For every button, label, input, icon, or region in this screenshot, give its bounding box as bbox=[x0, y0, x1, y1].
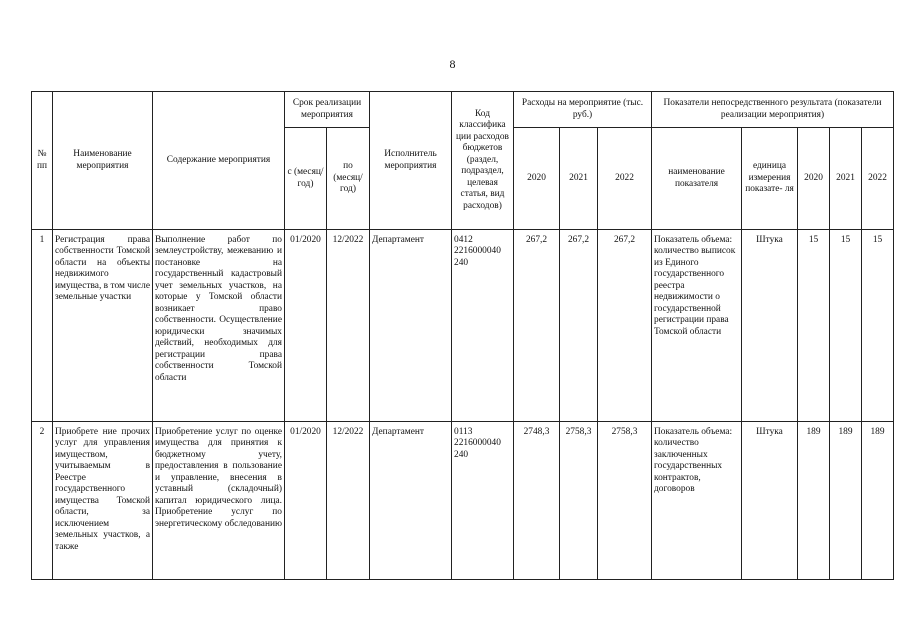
row-to: 12/2022 bbox=[327, 422, 370, 580]
row-indicator: Показатель объема: количество выписок из Единого государственного реестра недвижимости о государственной регистрации права Томской области bbox=[652, 230, 742, 422]
header-num: № пп bbox=[32, 92, 53, 230]
header-indicator-name: наименование показателя bbox=[652, 128, 742, 230]
row-code: 0113 2216000040 240 bbox=[452, 422, 514, 580]
row-exp: 267,2 bbox=[514, 230, 560, 422]
row-num: 1 bbox=[32, 230, 53, 422]
header-val-year: 2021 bbox=[830, 128, 862, 230]
row-to: 12/2022 bbox=[327, 230, 370, 422]
row-content: Выполнение работ по землеустройству, межеванию и постановке на государственный кадастровый учет земельных участков, на которые у Томской области возникает право собственности. Осуществление юридически значимых действий, необходимых для регистрации права собственности Томской области bbox=[153, 230, 285, 422]
header-content: Содержание мероприятия bbox=[153, 92, 285, 230]
header-expenses: Расходы на мероприятие (тыс. руб.) bbox=[514, 92, 652, 128]
row-exp: 2758,3 bbox=[560, 422, 598, 580]
header-executor: Исполнитель мероприятия bbox=[370, 92, 452, 230]
header-exp-year: 2021 bbox=[560, 128, 598, 230]
header-val-year: 2022 bbox=[862, 128, 894, 230]
row-from: 01/2020 bbox=[285, 230, 327, 422]
row-val: 15 bbox=[798, 230, 830, 422]
row-executor: Департамент bbox=[370, 230, 452, 422]
row-unit: Штука bbox=[742, 230, 798, 422]
header-exp-year: 2020 bbox=[514, 128, 560, 230]
page-number: 8 bbox=[449, 57, 456, 71]
row-exp: 2748,3 bbox=[514, 422, 560, 580]
table-row bbox=[32, 422, 894, 580]
row-exp: 2758,3 bbox=[598, 422, 652, 580]
header-val-year: 2020 bbox=[798, 128, 830, 230]
row-val: 15 bbox=[830, 230, 862, 422]
row-val: 189 bbox=[830, 422, 862, 580]
header-period-to: по (месяц/ год) bbox=[327, 128, 370, 230]
row-num: 2 bbox=[32, 422, 53, 580]
row-val: 15 bbox=[862, 230, 894, 422]
header-period: Срок реализации мероприятия bbox=[285, 92, 370, 128]
row-val: 189 bbox=[798, 422, 830, 580]
row-code: 0412 2216000040 240 bbox=[452, 230, 514, 422]
header-unit: единица измерения показате- ля bbox=[742, 128, 798, 230]
header-results: Показатели непосредственного результата (показатели реализации мероприятия) bbox=[652, 92, 894, 128]
row-exp: 267,2 bbox=[560, 230, 598, 422]
row-from: 01/2020 bbox=[285, 422, 327, 580]
header-name: Наименование мероприятия bbox=[53, 92, 153, 230]
row-name: Регистрация права собственности Томской области на объекты недвижимого имущества, в том числе земельные участки bbox=[53, 230, 153, 422]
row-content: Приобретение услуг по оценке имущества для принятия к бюджетному учету, предоставления в пользование и управление, внесения в уставный (складочный) капитал юридического лица. Приобретение услуг по энергетическому обследованию bbox=[153, 422, 285, 580]
row-name: Приобрете ние прочих услуг для управления имуществом, учитываемым в Реестре государственного имущества Томской области, за исключением земельных участков, а также bbox=[53, 422, 153, 580]
table-row bbox=[32, 230, 894, 422]
header-code: Код классифика ции расходов бюджетов (раздел, подраздел, целевая статья, вид расходов) bbox=[452, 92, 514, 230]
row-val: 189 bbox=[862, 422, 894, 580]
header-period-from: с (месяц/ год) bbox=[285, 128, 327, 230]
program-table bbox=[31, 91, 894, 580]
header-exp-year: 2022 bbox=[598, 128, 652, 230]
row-executor: Департамент bbox=[370, 422, 452, 580]
row-unit: Штука bbox=[742, 422, 798, 580]
row-indicator: Показатель объема: количество заключенных государственных контрактов, договоров bbox=[652, 422, 742, 580]
row-exp: 267,2 bbox=[598, 230, 652, 422]
